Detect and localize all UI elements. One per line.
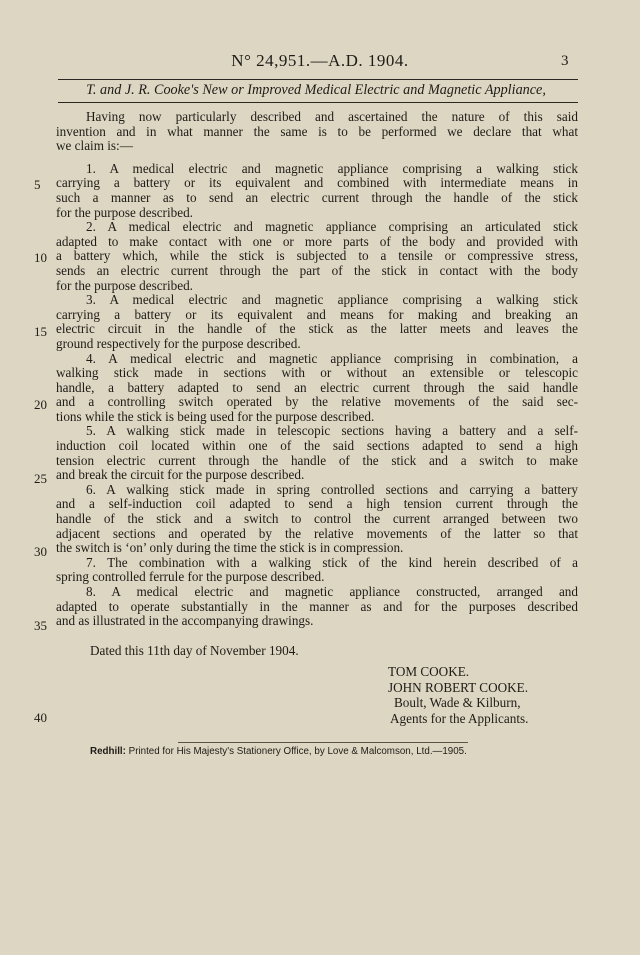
- imprint-place: Redhill:: [90, 746, 126, 757]
- margin-line-number: 30: [34, 544, 47, 559]
- margin-line-number: 40: [34, 710, 47, 725]
- text-line: for the purpose described.: [56, 205, 193, 220]
- text-line: adapted to operate substantially in the manner as and for the purposes described: [56, 599, 578, 614]
- text-line: walking stick made in sections with or without an extensible or telescopic: [56, 366, 578, 381]
- header-rule-bottom: [58, 102, 578, 103]
- text-line: invention and in what manner the same is to be performed we declare that what: [56, 124, 578, 139]
- text-line: sends an electric current through the part of the stick in contact with the body: [56, 263, 578, 278]
- margin-line-number: 10: [34, 250, 47, 265]
- claim-8-line: 8. A medical electric and magnetic appliance constructed, arranged and: [86, 585, 578, 599]
- claim-3-line: 3. A medical electric and magnetic appliance comprising a walking stick: [86, 293, 578, 308]
- text-line: handle of the stick and a switch to control the current arranged between two: [56, 512, 578, 527]
- margin-line-number: 35: [34, 618, 47, 633]
- page-number: 3: [561, 53, 569, 69]
- text-line: tension electric current through the handle of the stick and a switch to make: [56, 453, 578, 468]
- margin-line-number: 25: [34, 471, 47, 486]
- margin-line-number: 5: [34, 177, 41, 192]
- signatory-name: TOM COOKE.: [388, 664, 470, 679]
- claims-text: [56, 110, 578, 629]
- header-rule-top: [58, 79, 578, 80]
- agent-role: Agents for the Applicants.: [390, 710, 529, 726]
- text-line: induction coil located within one of the said sections adapted to send a high: [56, 439, 578, 454]
- text-line: and as illustrated in the accompanying drawings.: [56, 614, 314, 629]
- claim-5-line: 5. A walking stick made in telescopic sections having a battery and a self-: [86, 424, 578, 439]
- printer-imprint: [90, 746, 467, 757]
- text-line: and a self-induction coil adapted to send a high tension current through the: [56, 497, 578, 512]
- text-line: Having now particularly described and ascertained the nature of this said: [86, 110, 578, 124]
- agent-firm: Boult, Wade & Kilburn,: [394, 695, 521, 710]
- footer-rule: [178, 742, 468, 743]
- text-line: spring controlled ferrule for the purpose described.: [56, 570, 325, 585]
- text-line: electric circuit in the handle of the stick as the latter meets and leaves the: [56, 322, 578, 337]
- text-line: adjacent sections and operated by the relative movements of the latter so that: [56, 526, 578, 541]
- text-line: for the purpose described.: [56, 278, 193, 293]
- running-subtitle: T. and J. R. Cooke's New or Improved Medical Electric and Magnetic Appliance,: [86, 82, 546, 98]
- imprint-text: Printed for His Majesty's Stationery Office, by Love & Malcomson, Ltd.—1905.: [128, 746, 467, 757]
- claim-2-line: 2. A medical electric and magnetic appliance comprising an articulated stick: [86, 220, 578, 235]
- claim-4-line: 4. A medical electric and magnetic appliance comprising in combination, a: [86, 351, 578, 366]
- text-line: and break the circuit for the purpose described.: [56, 468, 305, 483]
- text-line: adapted to make contact with one or more parts of the body and provided with: [56, 234, 578, 249]
- text-line: ground respectively for the purpose described.: [56, 336, 301, 351]
- text-line: carrying a battery or its equivalent and combined with intermediate means in: [56, 176, 578, 191]
- margin-line-number: 20: [34, 397, 47, 412]
- signature-block: [388, 664, 528, 726]
- document-title: N° 24,951.—A.D. 1904.: [231, 51, 409, 70]
- text-line: such a manner as to send an electric current through the handle of the stick: [56, 190, 578, 205]
- text-line: and a controlling switch operated by the relative movements of the said sec-: [56, 395, 578, 410]
- signatory-name: JOHN ROBERT COOKE.: [388, 679, 529, 695]
- text-line: we claim is:—: [56, 139, 133, 154]
- claim-7-line: 7. The combination with a walking stick of the kind herein described of a: [86, 555, 578, 570]
- claim-1-line: 1. A medical electric and magnetic appliance comprising a walking stick: [86, 161, 578, 176]
- text-line: a battery which, while the stick is subjected to a tensile or compressive stress,: [56, 249, 578, 264]
- margin-line-number: 15: [34, 324, 47, 339]
- text-line: handle, a battery adapted to send an electric current through the said handle: [56, 380, 578, 395]
- text-line: carrying a battery or its equivalent and means for making and breaking an: [56, 307, 578, 322]
- text-line: tions while the stick is being used for the purpose described.: [56, 409, 375, 424]
- claim-6-line: 6. A walking stick made in spring controlled sections and carrying a battery: [86, 482, 578, 497]
- text-line: the switch is ‘on’ only during the time the stick is in compression.: [56, 541, 404, 556]
- date-line: Dated this 11th day of November 1904.: [90, 643, 299, 658]
